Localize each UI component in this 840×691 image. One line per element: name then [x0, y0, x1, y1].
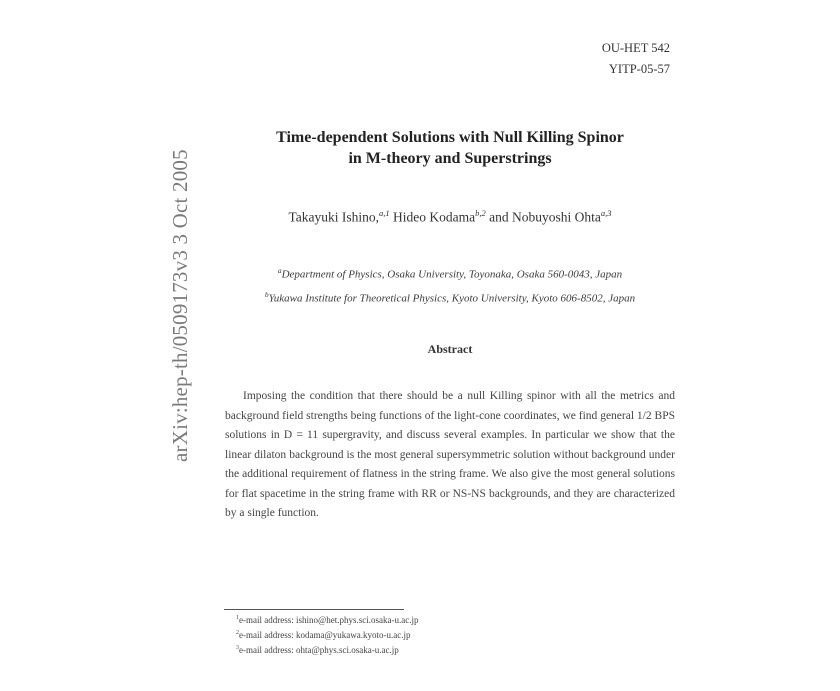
footnote-divider	[224, 609, 404, 610]
footnote-text: e-mail address: ishino@het.phys.sci.osaka-u.ac.jp	[239, 615, 419, 625]
title-line: in M-theory and Superstrings	[348, 150, 552, 167]
affiliations	[225, 261, 675, 308]
author-mark: a,3	[600, 208, 612, 218]
author-name: and Nobuyoshi Ohta	[485, 209, 601, 225]
footnote-mark: 1	[236, 615, 239, 621]
footnote-text: e-mail address: ohta@phys.sci.osaka-u.ac.jp	[239, 645, 399, 655]
abstract-text: Imposing the condition that there should be a null Killing spinor with all the metrics and background field strengths being functions of the light-cone coordinates, we find general 1/2 BPS solutions in D = 11 supergravity, and discuss several examples. In particular we show that the linear dilaton background is the most general supersymmetric solution without background under the additional requirement of flatness in the string frame. We also give the most general solutions for flat spacetime in the string frame with RR or NS-NS backgrounds, and they are characterized by a single function.	[225, 390, 675, 519]
affiliation-mark: b	[264, 289, 269, 299]
author-mark: a,1	[379, 208, 390, 218]
footnote-mark: 3	[236, 645, 239, 651]
author-mark: b,2	[475, 208, 486, 218]
abstract-heading: Abstract	[427, 342, 473, 356]
title-line: Time-dependent Solutions with Null Killing Spinor	[276, 129, 624, 146]
footnote-mark: 2	[236, 630, 239, 636]
arxiv-stamp: arXiv:hep-th/0509173v3 3 Oct 2005	[168, 149, 192, 462]
footnote	[236, 612, 419, 627]
report-number: OU-HET 542	[601, 41, 670, 55]
author-name: Hideo Kodama	[389, 209, 476, 225]
affiliation-mark: a	[277, 266, 282, 275]
affiliation-text: Department of Physics, Osaka University, Toyonaka, Osaka 560-0043, Japan	[281, 268, 623, 281]
footnote-text: e-mail address: kodama@yukawa.kyoto-u.ac.jp	[239, 630, 411, 640]
affiliation-text: Yukawa Institute for Theoretical Physics, Kyoto University, Kyoto 606-8502, Japan	[268, 292, 636, 305]
footnotes	[236, 612, 419, 657]
affiliation	[225, 285, 675, 309]
footnote	[236, 642, 419, 657]
paper-title	[225, 127, 675, 169]
footnote	[236, 627, 419, 642]
affiliation	[225, 261, 675, 285]
report-number: YITP-05-57	[608, 62, 670, 76]
report-numbers	[602, 38, 670, 80]
author-name: Takayuki Ishino,	[288, 209, 380, 225]
author-list	[225, 208, 675, 226]
